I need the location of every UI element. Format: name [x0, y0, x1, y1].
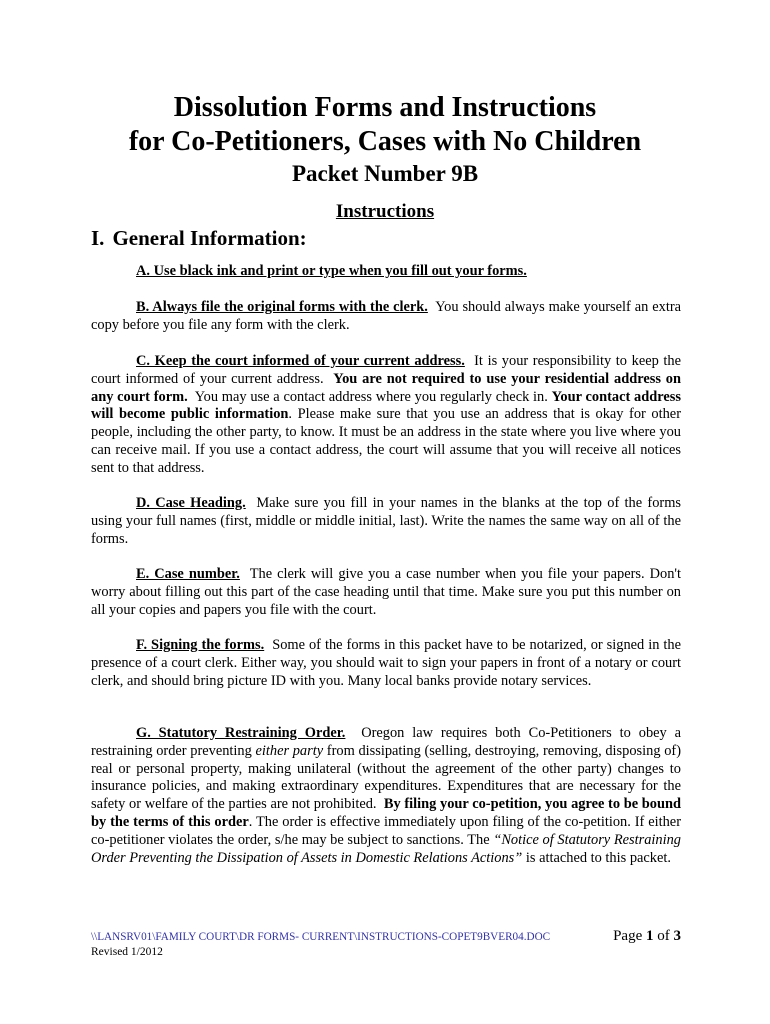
instructions-heading: Instructions: [335, 201, 435, 222]
item-g-italic-1: either party: [255, 742, 324, 759]
title-line-1: Dissolution Forms and Instructions: [173, 92, 597, 123]
page-current: 1: [646, 928, 654, 944]
item-e-text: The clerk will give you a case number when you file your papers. Don't worry about filling out this part of the case heading until that time. Make sure you put this number on all your copies and papers you file with the court.: [91, 566, 681, 618]
item-d: [91, 495, 681, 548]
item-b-lead: B. Always file the original forms with the clerk.: [136, 299, 428, 315]
item-c-bold-1: You are not required to use your residential address on any court form.: [91, 370, 681, 405]
section-heading: [91, 226, 307, 251]
section-number: I.: [91, 226, 105, 250]
item-g: [91, 725, 681, 867]
item-c-text-3: . Please make sure that you use an address that is okay for other people, including the other party, to know. It must be an address in the state where you live where you can receive mail. If you use a contact address, the court will assume that you will receive all notices sent to that address.: [91, 406, 681, 476]
page-total: 3: [673, 928, 681, 944]
footer-file-path: \\LANSRV01\FAMILY COURT\DR FORMS- CURRENT\INSTRUCTIONS-COPET9BVER04.DOC: [91, 931, 551, 943]
footer-revised: Revised 1/2012: [91, 946, 163, 958]
item-a: [91, 263, 681, 281]
item-d-text: Make sure you fill in your names in the blanks at the top of the forms using your full names (first, middle or middle initial, last). Write the names the same way on all of the forms.: [91, 495, 681, 547]
item-g-bold-1: By filing your co-petition, you agree to be bound by the terms of this order: [91, 796, 681, 830]
page-word: Page: [613, 928, 643, 944]
item-g-lead: G. Statutory Restraining Order.: [136, 725, 346, 741]
item-b-text: You should always make yourself an extra copy before you file any form with the clerk.: [91, 299, 681, 333]
item-g-italic-2: “Notice of Statutory Restraining Order Preventing the Dissipation of Assets in Domestic Relations Actions”: [91, 831, 681, 866]
title-line-2: for Co-Petitioners, Cases with No Children: [128, 126, 642, 157]
item-e: [91, 566, 681, 619]
item-g-text-4: is attached to this packet.: [525, 849, 671, 866]
item-a-lead: A. Use black ink and print or type when you fill out your forms.: [136, 263, 527, 279]
item-b: [91, 299, 681, 335]
page-number: [613, 928, 681, 945]
item-g-text-1: Oregon law requires both Co-Petitioners to obey a restraining order preventing: [91, 725, 681, 759]
section-title: General Information:: [112, 226, 307, 250]
item-d-lead: D. Case Heading.: [136, 495, 246, 511]
item-g-text-2: from dissipating (selling, destroying, removing, disposing of) real or personal property, making unilateral (without the agreement of the other party) changes to insurance policies, and making extraordinary expenditures. Expenditures that are necessary for the safety or welfare of the parties are not prohibited.: [91, 742, 681, 813]
page-of: of: [657, 928, 670, 944]
item-f-text: Some of the forms in this packet have to be notarized, or signed in the presence of a court clerk. Either way, you should wait to sign your papers in front of a notary or court clerk, and should bring picture ID with you. Many local banks provide notary services.: [91, 637, 682, 689]
item-f-lead: F. Signing the forms.: [136, 637, 265, 653]
item-g-text-3: . The order is effective immediately upon filing of the co-petition. If either co-petitioner violates the order, s/he may be subject to sanctions. The: [91, 813, 681, 848]
item-c-text-1: It is your responsibility to keep the court informed of your current address.: [91, 353, 682, 387]
item-c-text-2: You may use a contact address where you regularly check in.: [194, 388, 548, 405]
item-c: [91, 353, 681, 478]
item-e-lead: E. Case number.: [136, 566, 240, 582]
item-c-lead: C. Keep the court informed of your current address.: [136, 353, 465, 369]
item-f: [91, 637, 681, 690]
item-c-bold-2: Your contact address will become public information: [91, 388, 681, 423]
packet-number: Packet Number 9B: [291, 161, 479, 186]
